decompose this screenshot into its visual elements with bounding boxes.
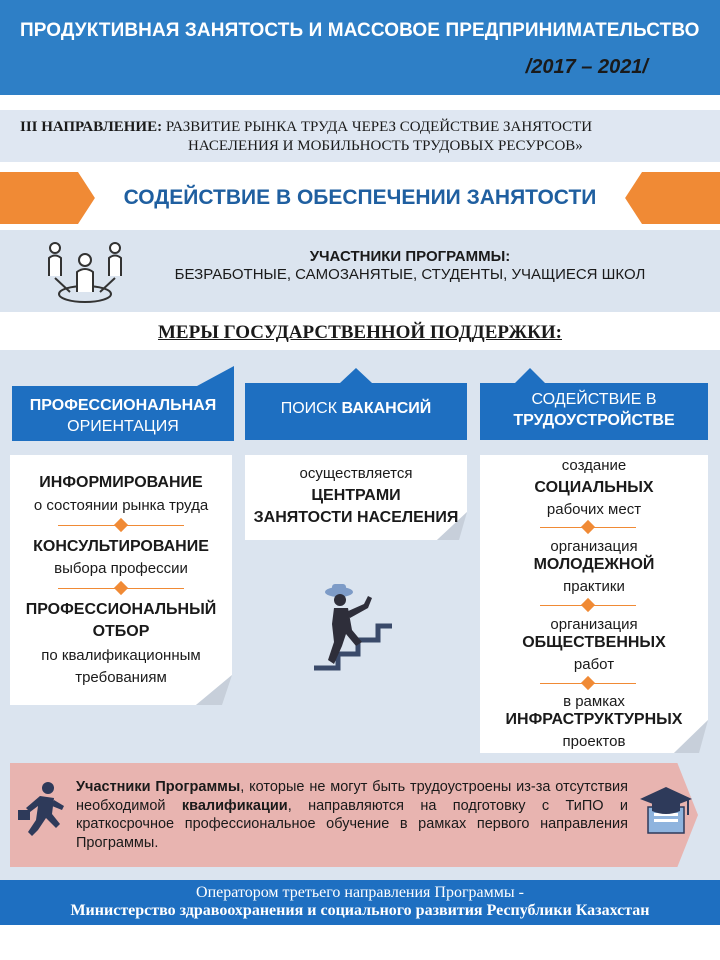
tag2-bold: ВАКАНСИЙ <box>341 400 432 417</box>
header-bar <box>0 0 720 95</box>
tag-professional-orientation-label <box>12 395 234 437</box>
item-consulting: КОНСУЛЬТИРОВАНИЕ <box>33 538 209 555</box>
item-informing: ИНФОРМИРОВАНИЕ <box>39 474 203 491</box>
people-network-icon <box>40 236 130 308</box>
notice-text1: , которые не могут быть трудоустроены из-за отсутствия необходимой <box>76 779 628 814</box>
notice-bold1: Участники Программы <box>76 779 241 795</box>
social-bold: СОЦИАЛЬНЫХ <box>534 479 654 496</box>
job-search-centers-1: ЦЕНТРАМИ <box>311 487 401 504</box>
infra-post: проектов <box>562 733 626 750</box>
item-consulting-desc: выбора профессии <box>54 560 188 577</box>
item-informing-desc: о состоянии рынка труда <box>33 497 209 514</box>
participants-title: УЧАСТНИКИ ПРОГРАММЫ: <box>309 248 511 265</box>
public-bold: ОБЩЕСТВЕННЫХ <box>522 634 666 651</box>
item-selection-1: ПРОФЕССИОНАЛЬНЫЙ <box>25 601 217 618</box>
notice-text <box>76 778 628 852</box>
participants-list: БЕЗРАБОТНЫЕ, САМОЗАНЯТЫЕ, СТУДЕНТЫ, УЧАЩИЕСЯ ШКОЛ <box>174 266 646 283</box>
youth-post: практики <box>563 578 625 595</box>
tag3-bold: ТРУДОУСТРОЙСТВЕ <box>513 412 675 429</box>
direction-line2: НАСЕЛЕНИЯ И МОБИЛЬНОСТЬ ТРУДОВЫХ РЕСУРСОВ» <box>188 138 583 154</box>
tag3-regular: СОДЕЙСТВИЕ В <box>531 391 657 408</box>
notice-bold2: квалификации <box>181 797 288 814</box>
infra-bold: ИНФРАСТРУКТУРНЫХ <box>505 711 683 728</box>
youth-bold: МОЛОДЕЖНОЙ <box>533 556 655 573</box>
tag-employment-assistance-label <box>480 389 708 431</box>
program-years: /2017 – 2021/ <box>525 56 648 78</box>
job-search-desc: осуществляется <box>299 465 413 482</box>
running-man-icon <box>18 780 68 840</box>
youth-pre: организация <box>550 538 638 555</box>
footer-operator: Оператором третьего направления Программы - <box>196 884 524 901</box>
tag1-rest: ОРИЕНТАЦИЯ <box>67 418 179 435</box>
tag-job-search-label <box>245 400 467 418</box>
climbing-stairs-icon <box>312 580 396 672</box>
direction-line1: РАЗВИТИЕ РЫНКА ТРУДА ЧЕРЕЗ СОДЕЙСТВИЕ ЗАНЯТОСТИ <box>165 119 593 135</box>
public-post: работ <box>573 656 615 673</box>
item-selection-desc-1: по квалификационным <box>41 647 201 664</box>
social-post: рабочих мест <box>546 501 642 518</box>
public-pre: организация <box>550 616 638 633</box>
item-selection-2: ОТБОР <box>92 623 150 640</box>
direction-text <box>20 118 710 156</box>
page-title: ПРОДУКТИВНАЯ ЗАНЯТОСТЬ И МАССОВОЕ ПРЕДПРИНИМАТЕЛЬСТВО <box>20 20 700 41</box>
measures-title: МЕРЫ ГОСУДАРСТВЕННОЙ ПОДДЕРЖКИ: <box>157 322 562 343</box>
direction-label: III НАПРАВЛЕНИЕ: <box>20 119 163 135</box>
graduation-cap-icon <box>638 785 694 837</box>
infra-pre: в рамках <box>563 693 625 710</box>
item-selection-desc-2: требованиям <box>75 669 167 686</box>
notice-text2: , направляются на подготовку с ТиПО и краткосрочное профессиональное обучение в рамках первого направления Программы. <box>76 797 629 851</box>
ribbon-title: СОДЕЙСТВИЕ В ОБЕСПЕЧЕНИИ ЗАНЯТОСТИ <box>123 186 597 209</box>
tag1-bold: ПРОФЕССИОНАЛЬНАЯ <box>29 397 217 414</box>
footer-ministry: Министерство здравоохранения и социального развития Республики Казахстан <box>70 902 650 919</box>
tag2-regular: ПОИСК <box>280 400 338 417</box>
job-search-centers-2: ЗАНЯТОСТИ НАСЕЛЕНИЯ <box>253 509 459 526</box>
social-pre: создание <box>561 457 627 474</box>
